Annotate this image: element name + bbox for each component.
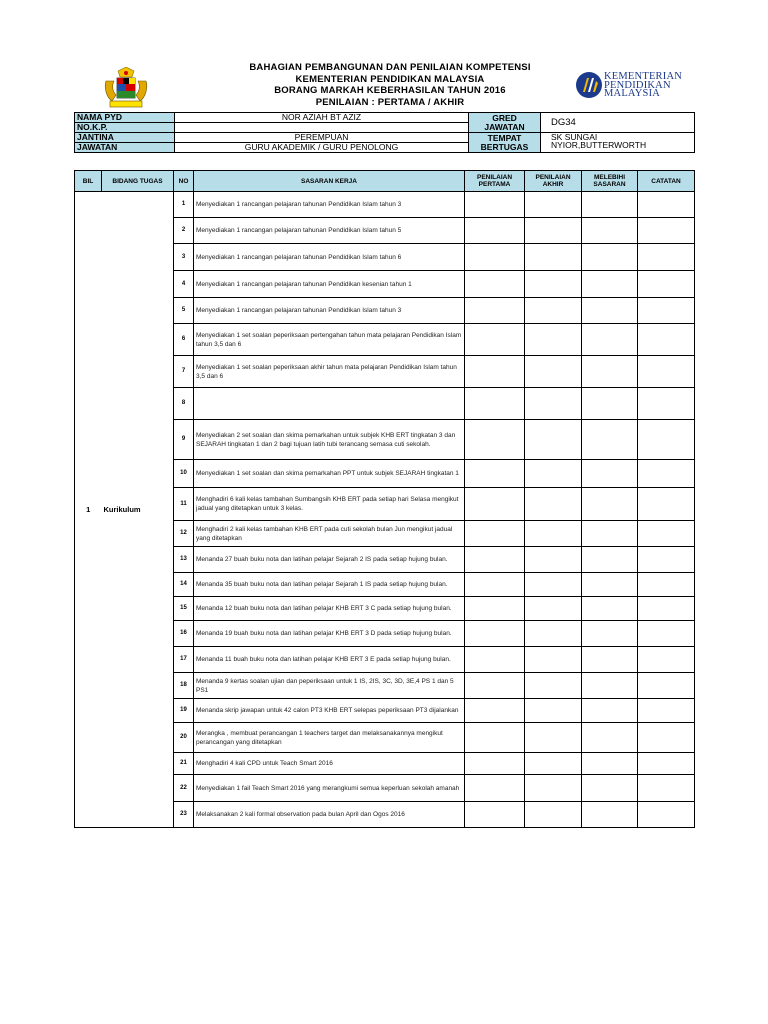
malaysia-coat-of-arms-icon — [102, 67, 150, 109]
penilaian-akhir-cell[interactable] — [525, 753, 582, 775]
catatan-cell[interactable] — [638, 460, 695, 488]
penilaian-akhir-cell[interactable] — [525, 621, 582, 647]
row-target-text: Menanda 12 buah buku nota dan latihan pelajar KHB ERT 3 C pada setiap hujung bulan. — [194, 597, 465, 621]
penilaian-akhir-cell[interactable] — [525, 460, 582, 488]
catatan-cell[interactable] — [638, 597, 695, 621]
penilaian-akhir-cell[interactable] — [525, 244, 582, 271]
melebihi-sasaran-cell[interactable] — [582, 647, 638, 673]
jantina-value: PEREMPUAN — [175, 133, 469, 143]
melebihi-sasaran-cell[interactable] — [582, 420, 638, 460]
melebihi-sasaran-cell[interactable] — [582, 673, 638, 699]
jawatan-value: GURU AKADEMIK / GURU PENOLONG — [175, 143, 469, 153]
catatan-cell[interactable] — [638, 775, 695, 802]
catatan-cell[interactable] — [638, 753, 695, 775]
melebihi-sasaran-cell[interactable] — [582, 573, 638, 597]
penilaian-akhir-cell[interactable] — [525, 271, 582, 298]
penilaian-akhir-cell[interactable] — [525, 647, 582, 673]
catatan-cell[interactable] — [638, 271, 695, 298]
melebihi-sasaran-cell[interactable] — [582, 775, 638, 802]
penilaian-pertama-cell[interactable] — [465, 521, 525, 547]
melebihi-sasaran-cell[interactable] — [582, 488, 638, 521]
melebihi-sasaran-cell[interactable] — [582, 388, 638, 420]
catatan-cell[interactable] — [638, 488, 695, 521]
penilaian-pertama-cell[interactable] — [465, 597, 525, 621]
penilaian-akhir-cell[interactable] — [525, 673, 582, 699]
row-target-text — [194, 388, 465, 420]
row-number: 22 — [174, 775, 194, 802]
row-number: 9 — [174, 420, 194, 460]
penilaian-akhir-cell[interactable] — [525, 218, 582, 244]
melebihi-sasaran-cell[interactable] — [582, 460, 638, 488]
melebihi-sasaran-cell[interactable] — [582, 699, 638, 723]
tempat-label: TEMPAT BERTUGAS — [469, 133, 541, 153]
staff-info-table — [74, 112, 695, 153]
kpm-logo-text: KEMENTERIAN PENDIDIKAN MALAYSIA — [604, 71, 683, 99]
penilaian-pertama-cell[interactable] — [465, 324, 525, 356]
catatan-cell[interactable] — [638, 420, 695, 460]
penilaian-pertama-cell[interactable] — [465, 573, 525, 597]
penilaian-akhir-cell[interactable] — [525, 420, 582, 460]
penilaian-pertama-cell[interactable] — [465, 271, 525, 298]
form-title: BORANG MARKAH KEBERHASILAN TAHUN 2016 — [274, 85, 506, 96]
nama-label: NAMA PYD — [75, 113, 175, 123]
row-number: 15 — [174, 597, 194, 621]
gred-value: DG34 — [541, 113, 695, 133]
kpm-logo-icon — [574, 70, 604, 100]
penilaian-pertama-cell[interactable] — [465, 244, 525, 271]
catatan-cell[interactable] — [638, 647, 695, 673]
header-catatan: CATATAN — [638, 171, 695, 192]
melebihi-sasaran-cell[interactable] — [582, 521, 638, 547]
tempat-value: SK SUNGAI NYIOR,BUTTERWORTH — [541, 133, 695, 153]
row-number: 13 — [174, 547, 194, 573]
melebihi-sasaran-cell[interactable] — [582, 621, 638, 647]
row-target-text: Menanda 11 buah buku nota dan latihan pelajar KHB ERT 3 E pada setiap hujung bulan. — [194, 647, 465, 673]
row-target-text: Menanda 35 buah buku nota dan latihan pelajar Sejarah 1 IS pada setiap hujung bulan. — [194, 573, 465, 597]
penilaian-akhir-cell[interactable] — [525, 723, 582, 753]
ministry-title: KEMENTERIAN PENDIDIKAN MALAYSIA — [295, 73, 485, 85]
row-target-text: Menghadiri 6 kali kelas tambahan Sumbangsih KHB ERT pada setiap hari Selasa mengikut jadual yang ditetapkan untuk 3 kelas. — [194, 488, 465, 521]
row-number: 23 — [174, 802, 194, 828]
penilaian-akhir-cell[interactable] — [525, 573, 582, 597]
penilaian-pertama-cell[interactable] — [465, 802, 525, 828]
melebihi-sasaran-cell[interactable] — [582, 753, 638, 775]
penilaian-akhir-cell[interactable] — [525, 597, 582, 621]
row-number: 14 — [174, 573, 194, 597]
melebihi-sasaran-cell[interactable] — [582, 218, 638, 244]
header-bil: BIL — [75, 171, 102, 192]
row-target-text: Menghadiri 2 kali kelas tambahan KHB ERT pada cuti sekolah bulan Jun mengikut jadual yang ditetapkan — [194, 521, 465, 547]
penilaian-akhir-cell[interactable] — [525, 802, 582, 828]
row-target-text: Menyediakan 1 set soalan peperiksaan akhir tahun mata pelajaran Pendidikan Islam tahun 3,5 dan 6 — [194, 356, 465, 388]
melebihi-sasaran-cell[interactable] — [582, 597, 638, 621]
row-number: 12 — [174, 521, 194, 547]
penilaian-pertama-cell[interactable] — [465, 356, 525, 388]
form-header — [60, 62, 708, 112]
penilaian-akhir-cell[interactable] — [525, 298, 582, 324]
form-titles — [200, 62, 580, 108]
penilaian-pertama-cell[interactable] — [465, 647, 525, 673]
catatan-cell[interactable] — [638, 244, 695, 271]
catatan-cell[interactable] — [638, 192, 695, 218]
row-number: 16 — [174, 621, 194, 647]
penilaian-akhir-cell[interactable] — [525, 488, 582, 521]
row-number: 18 — [174, 673, 194, 699]
row-number: 17 — [174, 647, 194, 673]
melebihi-sasaran-cell[interactable] — [582, 298, 638, 324]
melebihi-sasaran-cell[interactable] — [582, 547, 638, 573]
row-number: 6 — [174, 324, 194, 356]
header-bidang: BIDANG TUGAS — [102, 171, 174, 192]
row-number: 11 — [174, 488, 194, 521]
row-target-text: Menyediakan 1 set soalan peperiksaan pertengahan tahun mata pelajaran Pendidikan Islam tahun 3,5 dan 6 — [194, 324, 465, 356]
row-number: 3 — [174, 244, 194, 271]
row-target-text: Menyediakan 1 fail Teach Smart 2016 yang merangkumi semua keperluan sekolah amanah — [194, 775, 465, 802]
catatan-cell[interactable] — [638, 388, 695, 420]
penilaian-pertama-cell[interactable] — [465, 218, 525, 244]
penilaian-akhir-cell[interactable] — [525, 699, 582, 723]
penilaian-pertama-cell[interactable] — [465, 420, 525, 460]
penilaian-pertama-cell[interactable] — [465, 298, 525, 324]
penilaian-pertama-cell[interactable] — [465, 488, 525, 521]
catatan-cell[interactable] — [638, 324, 695, 356]
table-header-row — [75, 171, 695, 192]
row-target-text: Menyediakan 1 rancangan pelajaran tahunan Pendidikan kesenian tahun 1 — [194, 271, 465, 298]
row-target-text: Menyediakan 1 rancangan pelajaran tahunan Pendidikan Islam tahun 3 — [194, 192, 465, 218]
penilaian-pertama-cell[interactable] — [465, 775, 525, 802]
row-target-text: Menyediakan 1 rancangan pelajaran tahunan Pendidikan Islam tahun 3 — [194, 298, 465, 324]
row-number: 5 — [174, 298, 194, 324]
penilaian-pertama-cell[interactable] — [465, 699, 525, 723]
row-target-text: Merangka , membuat perancangan 1 teachers target dan melaksanakannya mengikut perancangan yang ditetapkan — [194, 723, 465, 753]
penilaian-pertama-cell[interactable] — [465, 621, 525, 647]
catatan-cell[interactable] — [638, 621, 695, 647]
penilaian-akhir-cell[interactable] — [525, 775, 582, 802]
row-number: 8 — [174, 388, 194, 420]
penilaian-pertama-cell[interactable] — [465, 753, 525, 775]
row-target-text: Menanda 9 kertas soalan ujian dan peperiksaan untuk 1 IS, 2IS, 3C, 3D, 3E,4 PS 1 dan 5 PS1 — [194, 673, 465, 699]
nokp-value — [175, 123, 469, 133]
row-number: 19 — [174, 699, 194, 723]
header-melebihi: MELEBIHI SASARAN — [582, 171, 638, 192]
penilaian-akhir-cell[interactable] — [525, 388, 582, 420]
header-akhir: PENILAIAN AKHIR — [525, 171, 582, 192]
catatan-cell[interactable] — [638, 547, 695, 573]
catatan-cell[interactable] — [638, 802, 695, 828]
penilaian-pertama-cell[interactable] — [465, 673, 525, 699]
row-number: 7 — [174, 356, 194, 388]
table-row — [75, 192, 695, 218]
department-title: BAHAGIAN PEMBANGUNAN DAN PENILAIAN KOMPETENSI — [249, 62, 531, 73]
catatan-cell[interactable] — [638, 573, 695, 597]
row-target-text: Menghadiri 4 kali CPD untuk Teach Smart 2016 — [194, 753, 465, 775]
nama-value: NOR AZIAH BT AZIZ — [175, 113, 469, 123]
row-target-text: Menanda 19 buah buku nota dan latihan pelajar KHB ERT 3 D pada setiap hujung bulan. — [194, 621, 465, 647]
melebihi-sasaran-cell[interactable] — [582, 192, 638, 218]
bil-value: 1 — [75, 192, 102, 828]
penilaian-akhir-cell[interactable] — [525, 547, 582, 573]
row-target-text: Melaksanakan 2 kali formal observation pada bulan April dan Ogos 2016 — [194, 802, 465, 828]
penilaian-akhir-cell[interactable] — [525, 356, 582, 388]
jantina-label: JANTINA — [75, 133, 175, 143]
row-number: 21 — [174, 753, 194, 775]
melebihi-sasaran-cell[interactable] — [582, 271, 638, 298]
catatan-cell[interactable] — [638, 218, 695, 244]
catatan-cell[interactable] — [638, 521, 695, 547]
kpm-logo — [574, 70, 698, 104]
row-number: 10 — [174, 460, 194, 488]
melebihi-sasaran-cell[interactable] — [582, 723, 638, 753]
penilaian-pertama-cell[interactable] — [465, 723, 525, 753]
gred-label: GRED JAWATAN — [469, 113, 541, 133]
penilaian-pertama-cell[interactable] — [465, 192, 525, 218]
catatan-cell[interactable] — [638, 699, 695, 723]
header-no: NO — [174, 171, 194, 192]
catatan-cell[interactable] — [638, 723, 695, 753]
row-target-text: Menanda 27 buah buku nota dan latihan pelajar Sejarah 2 IS pada setiap hujung bulan. — [194, 547, 465, 573]
row-number: 20 — [174, 723, 194, 753]
catatan-cell[interactable] — [638, 356, 695, 388]
penilaian-pertama-cell[interactable] — [465, 388, 525, 420]
jawatan-label: JAWATAN — [75, 143, 175, 153]
catatan-cell[interactable] — [638, 673, 695, 699]
penilaian-akhir-cell[interactable] — [525, 521, 582, 547]
row-target-text: Menyediakan 2 set soalan dan skima pemarkahan untuk subjek KHB ERT tingkatan 3 dan SEJARAH tingkatan 1 dan 2 bagi tujuan latih tubi terancang semasa cuti sekolah. — [194, 420, 465, 460]
melebihi-sasaran-cell[interactable] — [582, 244, 638, 271]
row-target-text: Menyediakan 1 rancangan pelajaran tahunan Pendidikan Islam tahun 6 — [194, 244, 465, 271]
header-sasaran: SASARAN KERJA — [194, 171, 465, 192]
row-number: 4 — [174, 271, 194, 298]
melebihi-sasaran-cell[interactable] — [582, 324, 638, 356]
row-target-text: Menanda skrip jawapan untuk 42 calon PT3 KHB ERT selepas peperiksaan PT3 dijalankan — [194, 699, 465, 723]
header-pertama: PENILAIAN PERTAMA — [465, 171, 525, 192]
nokp-label: NO.K.P. — [75, 123, 175, 133]
row-target-text: Menyediakan 1 rancangan pelajaran tahunan Pendidikan Islam tahun 5 — [194, 218, 465, 244]
catatan-cell[interactable] — [638, 298, 695, 324]
bidang-value: Kurikulum — [102, 192, 174, 828]
penilaian-pertama-cell[interactable] — [465, 547, 525, 573]
penilaian-pertama-cell[interactable] — [465, 460, 525, 488]
penilaian-akhir-cell[interactable] — [525, 192, 582, 218]
melebihi-sasaran-cell[interactable] — [582, 356, 638, 388]
work-targets-table — [74, 170, 695, 828]
row-number: 2 — [174, 218, 194, 244]
row-target-text: Menyediakan 1 set soalan dan skima pemarkahan PPT untuk subjek SEJARAH tingkatan 1 — [194, 460, 465, 488]
penilaian-akhir-cell[interactable] — [525, 324, 582, 356]
assessment-title: PENILAIAN : PERTAMA / AKHIR — [315, 96, 465, 108]
row-number: 1 — [174, 192, 194, 218]
melebihi-sasaran-cell[interactable] — [582, 802, 638, 828]
